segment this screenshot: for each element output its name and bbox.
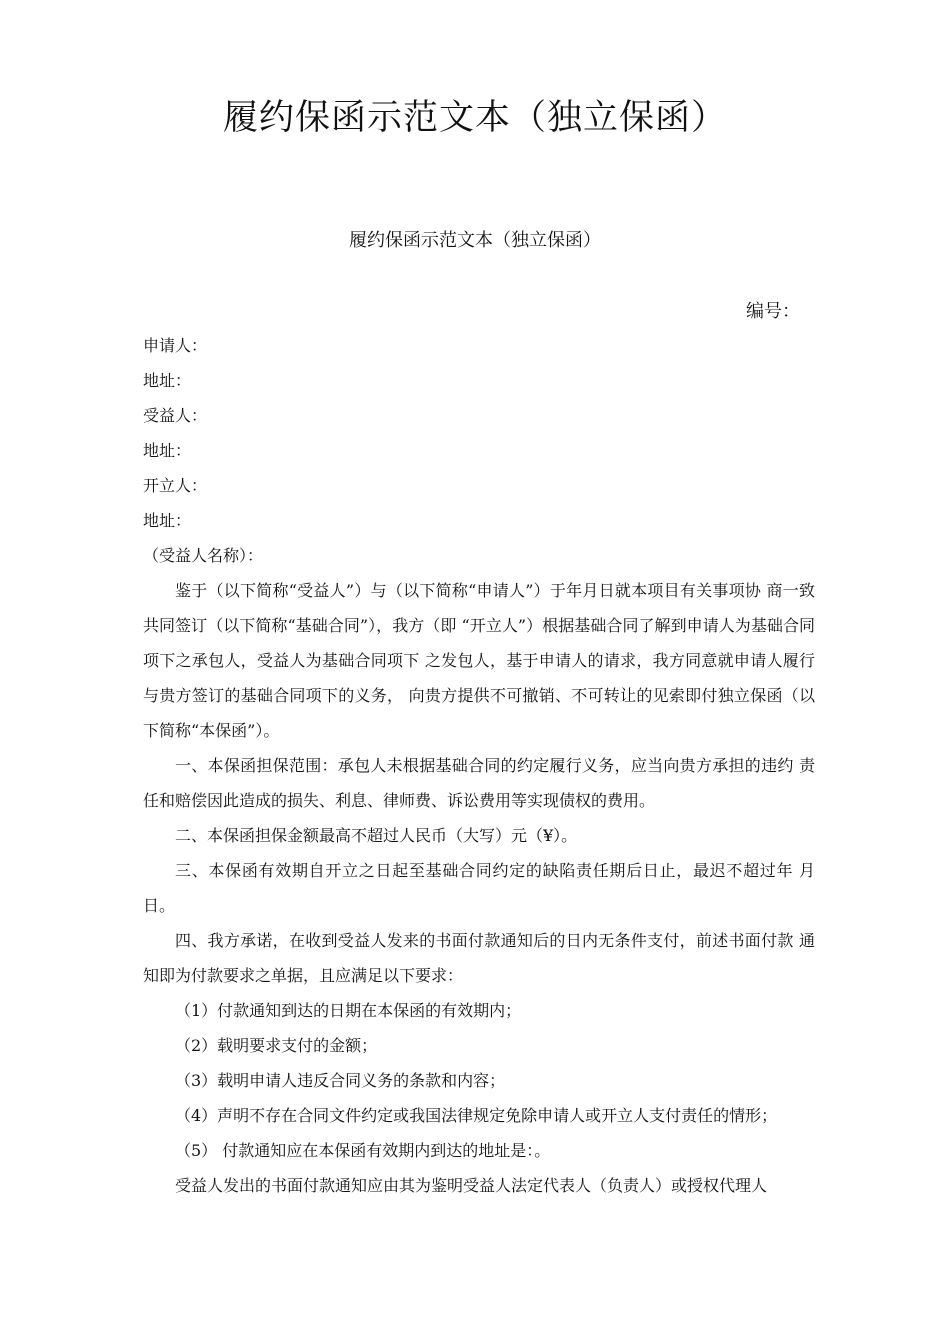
main-title: 履约保函示范文本（独立保函） xyxy=(222,98,727,138)
clause-4-paragraph: 四、我方承诺，在收到受益人发来的书面付款通知后的日内无条件支付，前述书面付款 通知即为付款要求之单据，且应满足以下要求： xyxy=(143,931,815,985)
beneficiary-name-salutation: （受益人名称）： xyxy=(143,546,264,565)
requirement-item: （1）付款通知到达的日期在本保函的有效期内； xyxy=(175,1001,522,1020)
applicant-address-field: 地址： xyxy=(143,371,192,390)
document-body xyxy=(143,328,815,1203)
issuer-field: 开立人： xyxy=(143,476,208,495)
intro-paragraph: 鉴于（以下简称“受益人”）与（以下简称“申请人”）于年月日就本项目有关事项协 商一致共同签订（以下简称“基础合同”），我方（即 “开立人”）根据基础合同了解到申请人为基础合同项下之承包人，受益人为基础合同项下 之发包人，基于申请人的请求，我方同意就申请人履行与贵方签订的基础合同项下的义务， 向贵方提供不可撤销、不可转让的见索即付独立保函（以下简称“本保函”）。 xyxy=(143,581,815,740)
beneficiary-field: 受益人： xyxy=(143,406,208,425)
requirement-item: （4）声明不存在合同文件约定或我国法律规定免除申请人或开立人支付责任的情形； xyxy=(175,1106,778,1125)
serial-number-label: 编号： xyxy=(746,301,800,322)
beneficiary-address-field: 地址： xyxy=(143,441,192,460)
sub-title: 履约保函示范文本（独立保函） xyxy=(349,230,601,251)
closing-paragraph: 受益人发出的书面付款通知应由其为鉴明受益人法定代表人（负责人）或授权代理人 xyxy=(175,1176,768,1195)
clause-2-paragraph: 二、本保函担保金额最高不超过人民币（大写）元（¥）。 xyxy=(175,826,578,845)
requirement-item: （5） 付款通知应在本保函有效期内到达的地址是：。 xyxy=(175,1141,551,1160)
requirement-item: （2）载明要求支付的金额； xyxy=(175,1036,378,1055)
issuer-address-field: 地址： xyxy=(143,511,192,530)
clause-3-paragraph: 三、本保函有效期自开立之日起至基础合同约定的缺陷责任期后日止，最迟不超过年 月 日。 xyxy=(143,861,815,915)
requirement-item: （3）载明申请人违反合同义务的条款和内容； xyxy=(175,1071,506,1090)
clause-1-paragraph: 一、本保函担保范围：承包人未根据基础合同的约定履行义务，应当向贵方承担的违约 责任和赔偿因此造成的损失、利息、律师费、诉讼费用等实现债权的费用。 xyxy=(143,756,815,810)
applicant-field: 申请人： xyxy=(143,336,208,355)
